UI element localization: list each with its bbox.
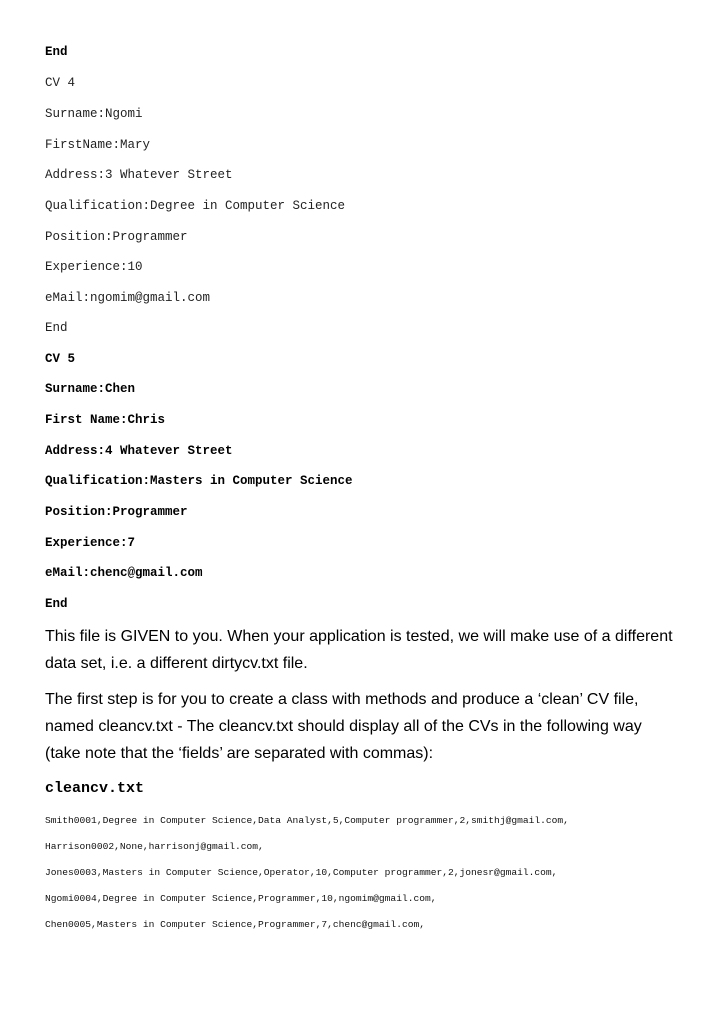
cv3-end-line: End <box>45 45 68 59</box>
output-line: Chen0005,Masters in Computer Science,Programmer,7,chenc@gmail.com, <box>45 919 425 930</box>
cv5-experience-line: Experience:7 <box>45 536 136 550</box>
cv4-firstname-line: FirstName:Mary <box>45 138 151 152</box>
cv5-position-line: Position:Programmer <box>45 505 188 519</box>
cv5-surname-line: Surname:Chen <box>45 382 136 396</box>
cv5-title: CV 5 <box>45 352 76 366</box>
intro-paragraph: This file is GIVEN to you. When your application is tested, we will make use of a different data set, i.e. a different dirtycv.txt file. <box>45 628 673 672</box>
instructions-paragraph: The first step is for you to create a class with methods and produce a ‘clean’ CV file, named cleancv.txt - The cleancv.txt should display all of the CVs in the following way (take note that the ‘fields’ are separated with commas): <box>45 691 642 762</box>
cv5-email-line: eMail:chenc@gmail.com <box>45 566 203 580</box>
cv4-end-line: End <box>45 321 68 335</box>
cv4-address-line: Address:3 Whatever Street <box>45 168 233 182</box>
cv4-experience-line: Experience:10 <box>45 260 143 274</box>
output-line: Jones0003,Masters in Computer Science,Operator,10,Computer programmer,2,jonesr@gmail.com, <box>45 867 558 878</box>
output-line: Harrison0002,None,harrisonj@gmail.com, <box>45 841 264 852</box>
output-line: Ngomi0004,Degree in Computer Science,Programmer,10,ngomim@gmail.com, <box>45 893 437 904</box>
cv5-address-line: Address:4 Whatever Street <box>45 444 233 458</box>
cv4-qualification-line: Qualification:Degree in Computer Science <box>45 199 346 213</box>
output-file-heading: cleancv.txt <box>45 780 145 797</box>
cv5-qualification-line: Qualification:Masters in Computer Science <box>45 474 353 488</box>
cv5-end-line: End <box>45 597 68 611</box>
cv4-title: CV 4 <box>45 76 76 90</box>
cv4-email-line: eMail:ngomim@gmail.com <box>45 291 211 305</box>
cv5-firstname-line: First Name:Chris <box>45 413 166 427</box>
cv4-surname-line: Surname:Ngomi <box>45 107 143 121</box>
cv4-position-line: Position:Programmer <box>45 230 188 244</box>
output-line: Smith0001,Degree in Computer Science,Data Analyst,5,Computer programmer,2,smithj@gmail.com, <box>45 815 569 826</box>
